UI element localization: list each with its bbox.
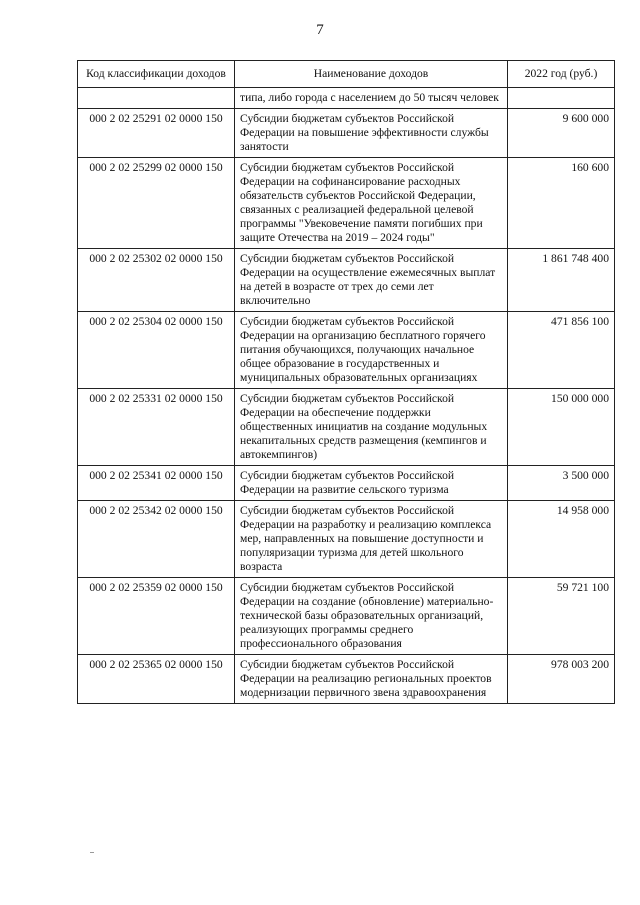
table-row (78, 501, 615, 578)
amount-cell: 1 861 748 400 (508, 249, 615, 312)
table-row (78, 655, 615, 704)
name-cell: Субсидии бюджетам субъектов Российской Федерации на обеспечение поддержки общественных инициатив на создание модульных некапитальных средств размещения (кемпингов и автокемпингов) (235, 389, 508, 466)
table-row (78, 389, 615, 466)
name-cell: Субсидии бюджетам субъектов Российской Федерации на создание (обновление) материально-технической базы образовательных организаций, реализующих программы среднего профессионального образования (235, 578, 508, 655)
table-row (78, 249, 615, 312)
amount-cell (508, 88, 615, 109)
header-amount: 2022 год (руб.) (508, 61, 615, 88)
code-cell (78, 88, 235, 109)
code-cell: 000 2 02 25365 02 0000 150 (78, 655, 235, 704)
amount-cell: 14 958 000 (508, 501, 615, 578)
amount-cell: 471 856 100 (508, 312, 615, 389)
amount-cell: 59 721 100 (508, 578, 615, 655)
table-row (78, 312, 615, 389)
table-header-row (78, 61, 615, 88)
income-table (77, 60, 615, 704)
scan-mark (90, 852, 94, 853)
table-row (78, 158, 615, 249)
table-row (78, 578, 615, 655)
code-cell: 000 2 02 25291 02 0000 150 (78, 109, 235, 158)
name-cell: Субсидии бюджетам субъектов Российской Федерации на повышение эффективности службы занятости (235, 109, 508, 158)
code-cell: 000 2 02 25304 02 0000 150 (78, 312, 235, 389)
name-cell: Субсидии бюджетам субъектов Российской Федерации на софинансирование расходных обязательств субъектов Российской Федерации, связанных с реализацией федеральной целевой программы "Увековечение памяти погибших при защите Отечества на 2019 – 2024 годы" (235, 158, 508, 249)
code-cell: 000 2 02 25331 02 0000 150 (78, 389, 235, 466)
name-cell: Субсидии бюджетам субъектов Российской Федерации на организацию бесплатного горячего питания обучающихся, получающих начальное общее образование в государственных и муниципальных образовательных организациях (235, 312, 508, 389)
header-code: Код классификации доходов (78, 61, 235, 88)
amount-cell: 3 500 000 (508, 466, 615, 501)
amount-cell: 9 600 000 (508, 109, 615, 158)
name-cell: Субсидии бюджетам субъектов Российской Федерации на реализацию региональных проектов модернизации первичного звена здравоохранения (235, 655, 508, 704)
amount-cell: 978 003 200 (508, 655, 615, 704)
code-cell: 000 2 02 25342 02 0000 150 (78, 501, 235, 578)
code-cell: 000 2 02 25359 02 0000 150 (78, 578, 235, 655)
header-name: Наименование доходов (235, 61, 508, 88)
name-cell: Субсидии бюджетам субъектов Российской Федерации на осуществление ежемесячных выплат на детей в возрасте от трех до семи лет включительно (235, 249, 508, 312)
code-cell: 000 2 02 25341 02 0000 150 (78, 466, 235, 501)
amount-cell: 150 000 000 (508, 389, 615, 466)
page-number: 7 (316, 22, 324, 38)
name-cell: Субсидии бюджетам субъектов Российской Федерации на разработку и реализацию комплекса мер, направленных на повышение доступности и популяризации туризма для детей школьного возраста (235, 501, 508, 578)
name-cell: типа, либо города с населением до 50 тысяч человек (235, 88, 508, 109)
table-row (78, 88, 615, 109)
code-cell: 000 2 02 25302 02 0000 150 (78, 249, 235, 312)
table-row (78, 466, 615, 501)
code-cell: 000 2 02 25299 02 0000 150 (78, 158, 235, 249)
amount-cell: 160 600 (508, 158, 615, 249)
table-row (78, 109, 615, 158)
name-cell: Субсидии бюджетам субъектов Российской Федерации на развитие сельского туризма (235, 466, 508, 501)
